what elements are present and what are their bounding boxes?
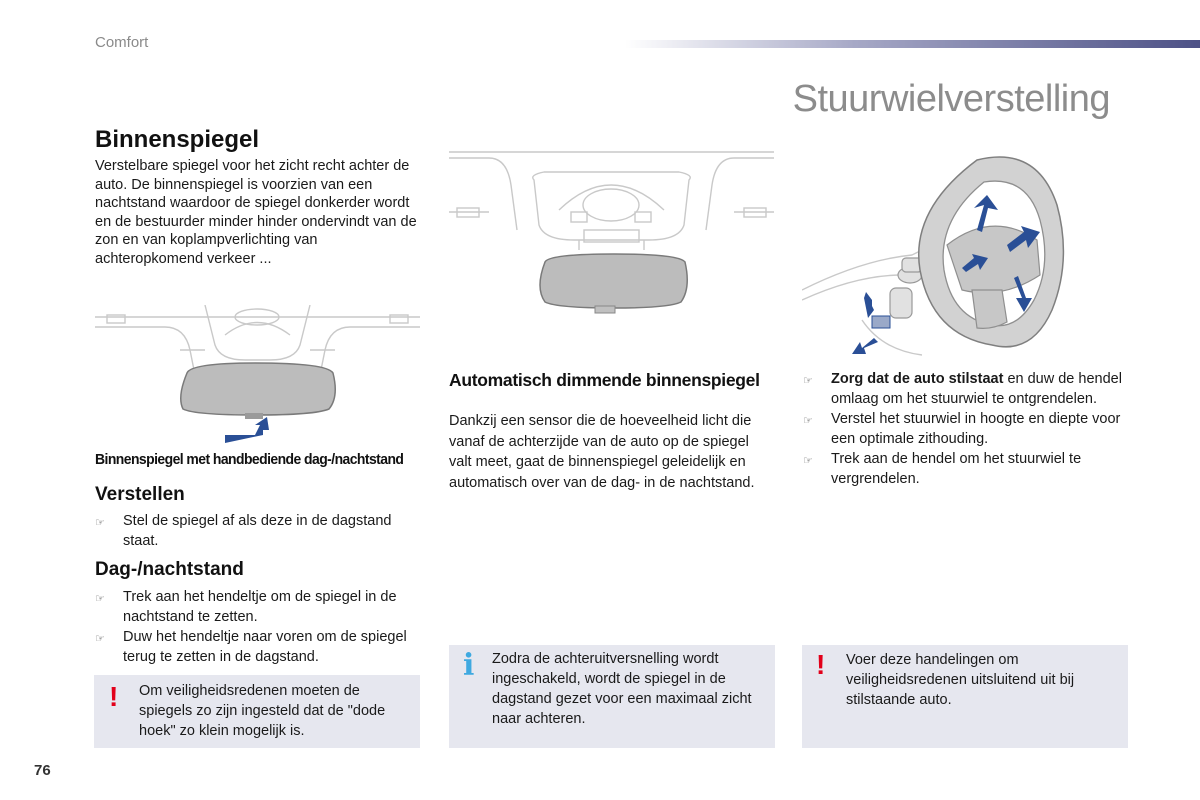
warning-icon: ! (109, 681, 119, 712)
list-item: ☞ Stel de spiegel af als deze in de dagstand staat. (95, 513, 392, 549)
auto-dimming-mirror-illustration (449, 150, 774, 325)
list-item: ☞ Zorg dat de auto stilstaat en duw de hendel omlaag om het stuurwiel te ontgrendelen. (803, 371, 1122, 407)
header-gradient-bar (625, 40, 1200, 48)
list-item: ☞ Duw het hendeltje naar voren om de spiegel terug te zetten in de dagstand. (95, 629, 407, 665)
list-item: ☞ Verstel het stuurwiel in hoogte en diepte voor een optimale zithouding. (803, 411, 1121, 447)
binnenspiegel-heading: Binnenspiegel (95, 126, 260, 153)
steering-adjust-list (803, 369, 1128, 489)
dag-nachtstand-heading: Dag-/nachtstand (95, 559, 244, 580)
pointer-icon: ☞ (803, 415, 813, 427)
steering-warning-box (802, 645, 1128, 748)
pointer-icon: ☞ (803, 455, 813, 467)
pointer-icon: ☞ (95, 633, 105, 645)
reverse-gear-info-text: Zodra de achteruitversnelling wordt ingeschakeld, wordt de spiegel in de dagstand gezet voor een maximaal zicht naar achteren. (492, 651, 752, 727)
mirror-warning-box (94, 675, 420, 748)
mirror-warning-text: Om veiligheidsredenen moeten de spiegels zo zijn ingesteld dat de "dode hoek" zo klein mogelijk is. (139, 683, 386, 739)
pointer-icon: ☞ (803, 375, 813, 387)
list-item: ☞ Trek aan de hendel om het stuurwiel te vergrendelen. (803, 451, 1082, 487)
steering-warning-text: Voer deze handelingen om veiligheidsredenen uitsluitend uit bij stilstaande auto. (846, 652, 1075, 708)
steering-wheel-adjustment-illustration (802, 150, 1128, 360)
reverse-gear-info-box (449, 645, 775, 748)
verstellen-heading: Verstellen (95, 484, 185, 505)
manual-mirror-caption: Binnenspiegel met handbediende dag-/nachtstand (95, 451, 404, 468)
page-number: 76 (34, 762, 51, 779)
list-item: ☞ Trek aan het hendeltje om de spiegel in de nachtstand te zetten. (95, 589, 397, 625)
info-icon: i (463, 648, 475, 683)
section-label: Comfort (95, 34, 149, 51)
binnenspiegel-intro: Verstelbare spiegel voor het zicht recht achter de auto. De binnenspiegel is voorzien van een nachtstand waardoor de spiegel donkerder wordt en de bestuurder minder hinder ondervindt van de zon en van koplampverlichting van achteropkomend verkeer ... (95, 158, 417, 267)
pointer-icon: ☞ (95, 593, 105, 605)
pointer-icon: ☞ (95, 517, 105, 529)
auto-dimming-text: Dankzij een sensor die de hoeveelheid licht die vanaf de achterzijde van de auto op de spiegel valt meet, gaat de binnenspiegel geleidelijk en automatisch over van de dag- in de nachtstand. (449, 413, 755, 491)
warning-icon: ! (816, 649, 826, 680)
dag-nachtstand-list (95, 587, 420, 667)
page-title: Stuurwielverstelling (792, 78, 1110, 120)
auto-dimming-heading: Automatisch dimmende binnenspiegel (449, 370, 760, 390)
manual-mirror-illustration (95, 305, 420, 445)
verstellen-list (95, 511, 420, 551)
